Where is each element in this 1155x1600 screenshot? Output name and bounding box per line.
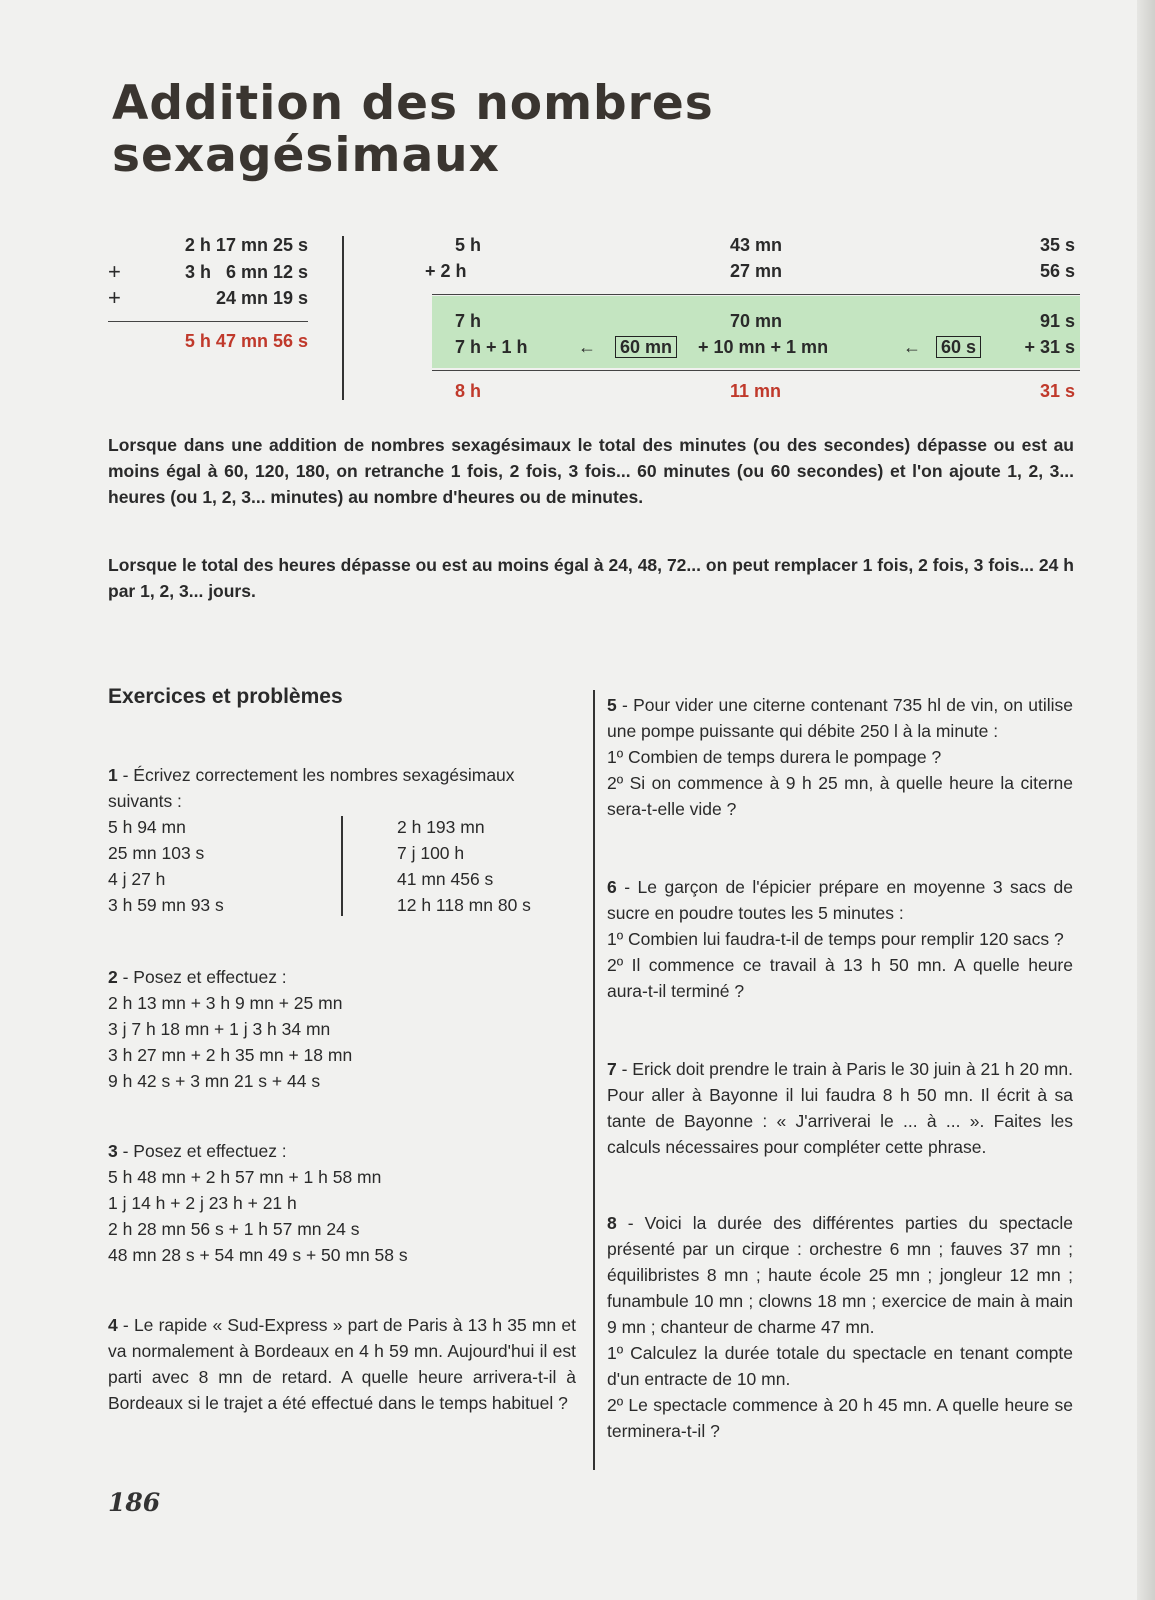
exercise-line: 3 h 27 mn + 2 h 35 mn + 18 mn — [108, 1045, 353, 1065]
question: 1º Combien de temps durera le pompage ? — [607, 747, 942, 767]
exercise-line: 2 h 28 mn 56 s + 1 h 57 mn 24 s — [108, 1219, 360, 1239]
operand: 24 mn 19 s — [215, 288, 308, 308]
exercise-line: 1 j 14 h + 2 j 23 h + 21 h — [108, 1193, 297, 1213]
list-item: 41 mn 456 s — [397, 869, 494, 889]
page-edge — [1137, 0, 1155, 1600]
list-item: 4 j 27 h — [108, 869, 166, 889]
exercise-number: 6 — [607, 877, 617, 897]
carry-box-minutes: 60 mn — [615, 336, 677, 358]
hours-value: 5 h — [455, 235, 482, 255]
operand: 3 h 6 mn 12 s — [184, 261, 308, 282]
example-1-result: 5 h 47 mn 56 s — [184, 331, 308, 351]
exercise-text: - Le garçon de l'épicier prépare en moyenne 3 sacs de sucre en poudre toutes les 5 minutes : — [607, 877, 1073, 923]
exercise-text: - Le rapide « Sud-Express » part de Paris à 13 h 35 mn et va normalement à Bordeaux en 4 h 59 mn. Aujourd'hui il est parti avec 8 mn de retard. A quelle heure arrivera-t-il à Bordeaux si le trajet a été effectué dans le temps habituel ? — [108, 1315, 576, 1413]
sum-rule — [108, 321, 308, 322]
exercise-text: - Pour vider une citerne contenant 735 hl de vin, on utilise une pompe puissante qui débite 250 l à la minute : — [607, 695, 1073, 741]
rule-paragraph-2: Lorsque le total des heures dépasse ou est au moins égal à 24, 48, 72... on peut remplacer 1 fois, 2 fois, 3 fois... 24 h par 1, 2, 3... jours. — [108, 555, 1074, 601]
list-item: 2 h 193 mn — [397, 817, 485, 837]
hours-value: + 2 h — [425, 261, 467, 281]
example-1-row — [108, 259, 308, 286]
carry-seconds: + 31 s — [1024, 337, 1075, 357]
list-item: 5 h 94 mn — [108, 817, 186, 837]
exercise-line: 5 h 48 mn + 2 h 57 mn + 1 h 58 mn — [108, 1167, 382, 1187]
exercise-number: 4 — [108, 1315, 118, 1335]
example-1-addition — [108, 232, 308, 351]
title-line-1: Addition des nombres — [112, 76, 714, 131]
exercise-2 — [108, 964, 576, 1094]
seconds-value: 56 s — [1039, 261, 1075, 281]
list-item: 3 h 59 mn 93 s — [108, 895, 224, 915]
exercise-text: - Erick doit prendre le train à Paris le 30 juin à 21 h 20 mn. Pour aller à Bayonne il lui faudra 8 h 50 mn. Il écrit à sa tante de Bayonne : « J'arriverai le ... à ... ». Faites les calculs nécessaires pour compléter cette phrase. — [607, 1059, 1073, 1157]
carry-minutes: + 10 mn + 1 mn — [698, 337, 829, 357]
example-1-row — [108, 285, 308, 312]
exercise-8 — [607, 1210, 1073, 1444]
exercise-5 — [607, 692, 1073, 822]
question: 2º Il commence ce travail à 13 h 50 mn. A quelle heure aura-t-il terminé ? — [607, 955, 1073, 1001]
seconds-value: 91 s — [1039, 311, 1075, 331]
exercise-number: 1 — [108, 765, 118, 785]
exercise-1 — [108, 762, 576, 814]
examples-divider — [342, 236, 344, 400]
result-seconds: 31 s — [1039, 381, 1075, 401]
list-item: 12 h 118 mn 80 s — [397, 895, 531, 915]
page-title — [112, 78, 714, 182]
question: 1º Combien lui faudra-t-il de temps pour remplir 120 sacs ? — [607, 929, 1064, 949]
left-arrow-icon: ← — [578, 337, 596, 357]
exercise-line: 48 mn 28 s + 54 mn 49 s + 50 mn 58 s — [108, 1245, 408, 1265]
sum-rule — [432, 370, 1080, 371]
question: 1º Calculez la durée totale du spectacle en tenant compte d'un entracte de 10 mn. — [607, 1343, 1073, 1389]
rule-paragraph-1: Lorsque dans une addition de nombres sexagésimaux le total des minutes (ou des secondes) dépasse ou est au moins égal à 60, 120, 180, on retranche 1 fois, 2 fois, 3 fois... 60 minutes (ou 60 secondes) et l'on ajoute 1, 2, 3... heures (ou 1, 2, 3... minutes) au nombre d'heures ou de minutes. — [108, 435, 1074, 507]
page-number: 186 — [108, 1488, 161, 1517]
carry-hours: 7 h + 1 h — [455, 337, 528, 357]
list-item: 7 j 100 h — [397, 843, 465, 863]
minutes-value: 43 mn — [730, 235, 783, 255]
exercise-text: - Voici la durée des différentes parties du spectacle présenté par un cirque : orchestre 6 mn ; fauves 37 mn ; équilibristes 8 mn ; haute école 25 mn ; jongleur 12 mn ; funambule 10 mn ; clowns 18 mn ; exercice de main à main 9 mn ; chanteur de charme 47 mn. — [607, 1213, 1073, 1337]
exercise-line: 9 h 42 s + 3 mn 21 s + 44 s — [108, 1071, 321, 1091]
exercise-number: 3 — [108, 1141, 118, 1161]
title-line-2: sexagésimaux — [112, 128, 500, 183]
exercise-1-right-list — [397, 814, 531, 918]
exercise-text: - Posez et effectuez : — [117, 967, 287, 987]
exercise-number: 5 — [607, 695, 617, 715]
left-arrow-icon: ← — [903, 337, 921, 357]
exercise-number: 7 — [607, 1059, 617, 1079]
example-1-row — [108, 232, 308, 259]
column-divider — [593, 690, 595, 1470]
operand: 2 h 17 mn 25 s — [184, 235, 308, 255]
list-item: 25 mn 103 s — [108, 843, 205, 863]
question: 2º Le spectacle commence à 20 h 45 mn. A quelle heure se terminera-t-il ? — [607, 1395, 1073, 1441]
exercise-3 — [108, 1138, 576, 1268]
exercise-text: - Posez et effectuez : — [117, 1141, 287, 1161]
result-hours: 8 h — [455, 381, 482, 401]
list-divider — [341, 816, 343, 916]
carry-box-seconds: 60 s — [936, 336, 981, 358]
exercise-6 — [607, 874, 1073, 1004]
sum-rule — [432, 294, 1080, 295]
plus-sign: + — [108, 258, 121, 284]
minutes-value: 70 mn — [730, 311, 783, 331]
exercise-1-left-list — [108, 814, 224, 918]
exercise-line: 2 h 13 mn + 3 h 9 mn + 25 mn — [108, 993, 343, 1013]
section-heading: Exercices et problèmes — [108, 685, 343, 708]
seconds-value: 35 s — [1039, 235, 1075, 255]
hours-value: 7 h — [455, 311, 482, 331]
question: 2º Si on commence à 9 h 25 mn, à quelle heure la citerne sera-t-elle vide ? — [607, 773, 1073, 819]
exercise-text: - Écrivez correctement les nombres sexagésimaux suivants : — [108, 765, 515, 811]
exercise-number: 8 — [607, 1213, 617, 1233]
exercise-line: 3 j 7 h 18 mn + 1 j 3 h 34 mn — [108, 1019, 331, 1039]
exercise-4 — [108, 1312, 576, 1416]
minutes-value: 27 mn — [730, 261, 783, 281]
plus-sign: + — [108, 285, 121, 310]
exercise-7 — [607, 1056, 1073, 1160]
result-minutes: 11 mn — [730, 381, 782, 401]
exercise-number: 2 — [108, 967, 118, 987]
